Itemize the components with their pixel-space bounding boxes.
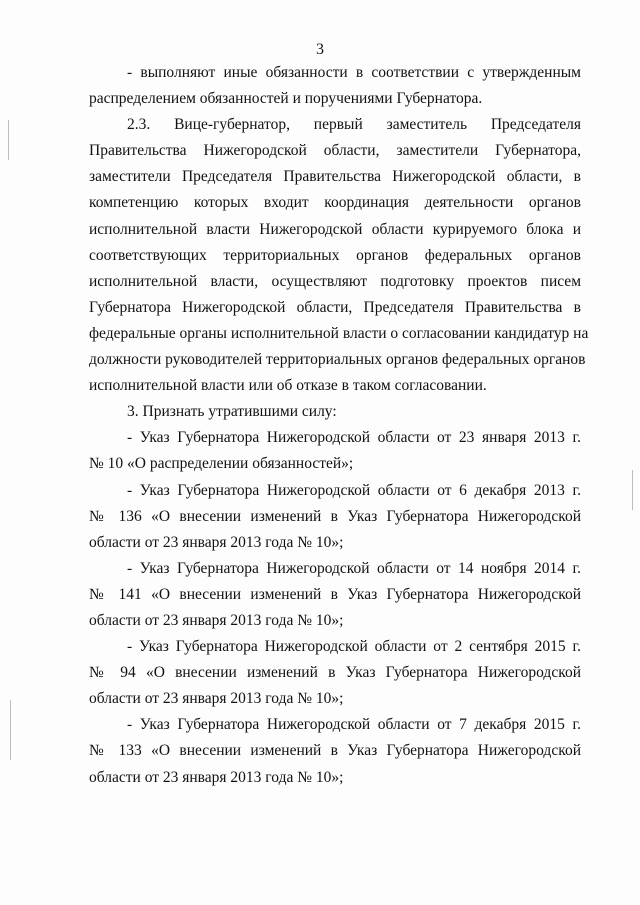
text-line: области от 23 января 2013 года № 10»;	[89, 768, 344, 786]
text-line: области от 23 января 2013 года № 10»;	[89, 611, 344, 629]
text-line: исполнительной власти, осуществляют подготовку проектов писем	[89, 272, 581, 290]
text-line: № 136 «О внесении изменений в Указ Губернатора Нижегородской	[89, 507, 581, 525]
text-line: распределением обязанностей и поручениями Губернатора.	[89, 90, 483, 108]
text-line: 3. Признать утратившими силу:	[127, 403, 337, 421]
text-line: - Указ Губернатора Нижегородской области от 6 декабря 2013 г.	[127, 481, 581, 499]
text-line: - выполняют иные обязанности в соответствии с утвержденным	[127, 64, 581, 81]
text-line: Губернатора Нижегородской области, Председателя Правительства в	[89, 298, 581, 316]
text-line: 2.3. Вице-губернатор, первый заместитель Председателя	[127, 116, 581, 134]
scan-artifact	[632, 470, 633, 510]
text-line: Правительства Нижегородской области, заместители Губернатора,	[89, 142, 581, 160]
text-line: области от 23 января 2013 года № 10»;	[89, 533, 344, 551]
text-line: № 133 «О внесении изменений в Указ Губернатора Нижегородской	[89, 742, 581, 760]
text-line: исполнительной власти Нижегородской области курируемого блока и	[89, 220, 581, 238]
text-line: - Указ Губернатора Нижегородской области от 23 января 2013 г.	[127, 429, 581, 447]
text-line: заместители Председателя Правительства Нижегородской области, в	[89, 168, 581, 186]
text-line: - Указ Губернатора Нижегородской области от 2 сентября 2015 г.	[127, 638, 581, 656]
scan-artifact	[8, 120, 9, 160]
page-number: 3	[316, 41, 324, 58]
text-line: - Указ Губернатора Нижегородской области от 14 ноября 2014 г.	[127, 559, 581, 577]
text-line: - Указ Губернатора Нижегородской области от 7 декабря 2015 г.	[127, 716, 581, 734]
text-line: должности руководителей территориальных органов федеральных органов	[89, 351, 586, 369]
text-line: федеральные органы исполнительной власти о согласовании кандидатур на	[89, 324, 589, 342]
text-line: № 141 «О внесении изменений в Указ Губернатора Нижегородской	[89, 585, 581, 603]
text-line: области от 23 января 2013 года № 10»;	[89, 690, 344, 708]
scan-artifact	[10, 700, 11, 760]
text-line: № 10 «О распределении обязанностей»;	[89, 455, 354, 473]
text-line: исполнительной власти или об отказе в таком согласовании.	[89, 377, 487, 395]
document-body	[89, 60, 589, 791]
text-line: № 94 «О внесении изменений в Указ Губернатора Нижегородской	[89, 664, 581, 682]
text-line: соответствующих территориальных органов федеральных органов	[89, 246, 581, 264]
text-line: компетенцию которых входит координация деятельности органов	[89, 194, 581, 212]
